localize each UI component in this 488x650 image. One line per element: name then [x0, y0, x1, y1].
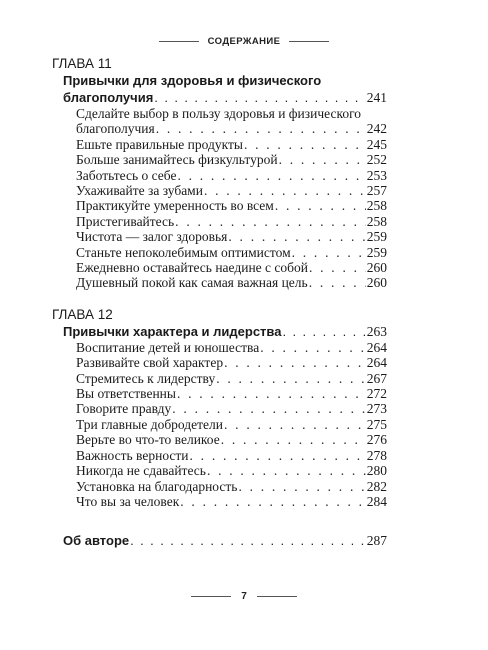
dot-leader [224, 355, 366, 370]
header-rule-right [289, 41, 329, 42]
section-title: Установка на благодарность [76, 478, 238, 494]
folio-page-number: 7 [241, 591, 247, 602]
page-number: 259 [366, 244, 387, 260]
dot-leader [154, 89, 365, 106]
dot-leader [156, 121, 366, 136]
toc-section-entry[interactable] [52, 463, 387, 478]
section-title: Верьте во что-то великое [76, 432, 220, 448]
chapter-label: ГЛАВА 11 [52, 56, 112, 71]
section-title-line: Сделайте выбор в пользу здоровья и физического [76, 106, 362, 121]
dot-leader [221, 432, 366, 447]
chapter-label: ГЛАВА 12 [52, 306, 113, 322]
page-number: 263 [366, 323, 387, 339]
section-title: Развивайте свой характер [76, 355, 224, 371]
dot-leader [204, 183, 366, 198]
page-number: 259 [366, 229, 387, 245]
toc-section-entry[interactable] [52, 448, 387, 463]
toc-section-entry[interactable] [52, 229, 387, 244]
page-number: 272 [366, 386, 387, 402]
toc-section-entry[interactable] [52, 417, 387, 432]
page-number: 241 [366, 90, 387, 105]
section-title: Заботьтесь о себе [76, 167, 177, 183]
page-number: 260 [366, 260, 387, 276]
section-title: Больше занимайтесь физкультурой [76, 152, 278, 168]
toc-section-entry[interactable] [52, 479, 387, 494]
toc-section-entry[interactable] [52, 432, 387, 447]
section-title: Практикуйте умеренность во всем [76, 198, 274, 214]
dot-leader [180, 494, 365, 509]
section-title: Чистота — залог здоровья [76, 229, 228, 245]
dot-leader [224, 417, 366, 432]
page-number: 267 [366, 370, 387, 386]
dot-leader [175, 214, 366, 229]
page-number: 280 [366, 463, 387, 479]
page-number: 273 [366, 401, 387, 417]
section-title: Пристегивайтесь [76, 213, 175, 229]
dot-leader [244, 137, 366, 152]
table-of-contents [52, 55, 387, 549]
chapter-title-line: Привычки для здоровья и физического [63, 73, 322, 88]
dot-leader [238, 479, 365, 494]
about-author-title: Об авторе [63, 533, 130, 549]
toc-section-entry[interactable] [52, 355, 387, 370]
dot-leader [309, 275, 366, 290]
toc-chapter-entry[interactable] [52, 323, 387, 340]
chapter-title-line: благополучия [63, 90, 154, 105]
toc-section-entry[interactable] [52, 152, 387, 167]
section-title: Ухаживайте за зубами [76, 183, 203, 199]
toc-section-entry[interactable] [52, 371, 387, 386]
section-title: Душевный покой как самая важная цель [76, 275, 308, 291]
dot-leader [216, 371, 366, 386]
toc-section-entry[interactable] [52, 494, 387, 509]
footer-rule-right [257, 596, 297, 597]
page-number: 282 [366, 478, 387, 494]
page-number: 257 [366, 183, 387, 199]
toc-section-entry[interactable] [52, 340, 387, 355]
toc-section-entry[interactable] [52, 168, 387, 183]
dot-leader [177, 386, 366, 401]
page-number: 252 [366, 152, 387, 168]
dot-leader [177, 168, 365, 183]
header-rule-left [159, 41, 199, 42]
toc-section-entry[interactable] [52, 245, 387, 260]
page-number: 260 [366, 275, 387, 291]
toc-section-entry[interactable] [52, 137, 387, 152]
toc-section-entry[interactable] [52, 386, 387, 401]
toc-chapter-entry[interactable] [52, 89, 387, 106]
page-number: 276 [366, 432, 387, 448]
chapter-title: Привычки характера и лидерства [63, 323, 282, 339]
running-header [0, 36, 488, 47]
page-number: 278 [366, 447, 387, 463]
toc-section-entry[interactable] [52, 401, 387, 416]
section-title: Что вы за человек [76, 493, 180, 509]
toc-section-entry[interactable] [52, 214, 387, 229]
dot-leader [260, 340, 366, 355]
page-number: 264 [366, 339, 387, 355]
page-number: 258 [366, 213, 387, 229]
section-title: Стремитесь к лидерству [76, 370, 216, 386]
section-title: Говорите правду [76, 401, 172, 417]
footer-rule-left [191, 596, 231, 597]
dot-leader [172, 401, 365, 416]
dot-leader [190, 448, 366, 463]
section-title: Никогда не сдавайтесь [76, 463, 206, 479]
dot-leader [292, 245, 366, 260]
dot-leader [282, 323, 365, 340]
section-title: Три главные добродетели [76, 416, 224, 432]
dot-leader [279, 152, 366, 167]
section-title: Вы ответственны [76, 386, 176, 402]
section-title: Воспитание детей и юношества [76, 339, 260, 355]
toc-about-author-entry[interactable] [52, 532, 387, 549]
page-number: 253 [366, 167, 387, 183]
dot-leader [309, 260, 366, 275]
toc-section-entry[interactable] [52, 121, 387, 136]
page-number: 242 [366, 121, 387, 137]
toc-section-entry[interactable] [52, 183, 387, 198]
page-number: 275 [366, 416, 387, 432]
section-title: Ежедневно оставайтесь наедине с собой [76, 260, 308, 276]
page-footer [0, 591, 488, 602]
page-number: 264 [366, 355, 387, 371]
section-title: Ешьте правильные продукты [76, 136, 243, 152]
section-title-line: благополучия [76, 121, 155, 137]
section-title: Станьте непоколебимым оптимистом [76, 244, 291, 260]
dot-leader [207, 463, 366, 478]
page-number: 287 [366, 533, 387, 549]
toc-section-entry[interactable] [52, 275, 387, 290]
contents-title: СОДЕРЖАНИЕ [207, 36, 281, 47]
toc-section-entry[interactable] [52, 260, 387, 275]
toc-section-entry[interactable] [52, 198, 387, 213]
dot-leader [228, 229, 365, 244]
section-title: Важность верности [76, 447, 189, 463]
page-number: 245 [366, 136, 387, 152]
dot-leader [275, 198, 366, 213]
page-number: 258 [366, 198, 387, 214]
dot-leader [130, 532, 366, 549]
page-number: 284 [366, 493, 387, 509]
